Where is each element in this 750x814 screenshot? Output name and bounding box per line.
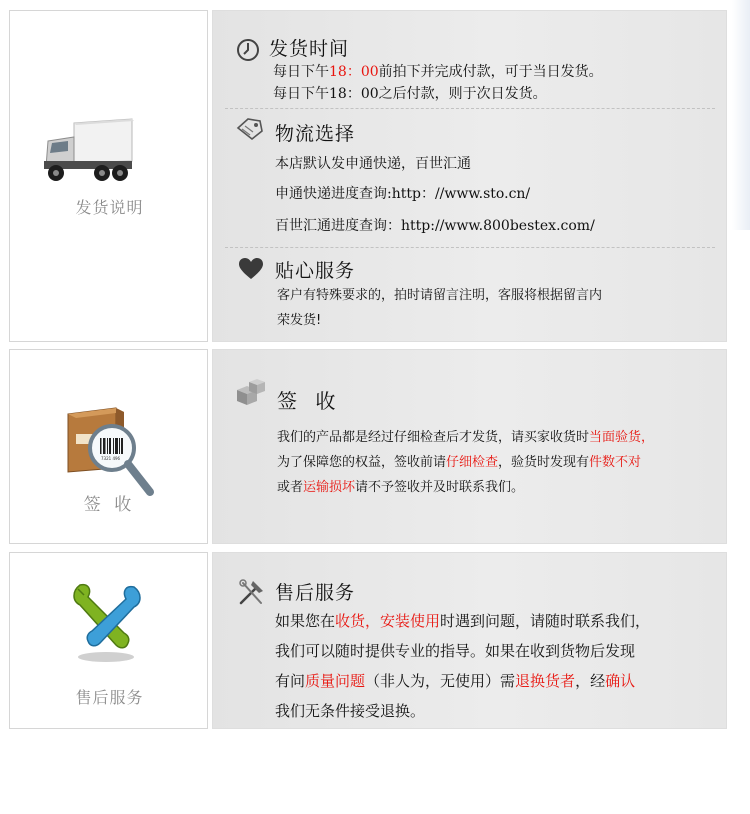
service-title: 贴心服务 [275, 260, 356, 282]
barcode-text: 7321 496 [101, 456, 121, 461]
aftersale-line3-c: ，经 [575, 672, 606, 690]
shipping-time-line1-a: 每日下午 [273, 64, 329, 80]
shipping-right-panel [212, 10, 727, 342]
aftersale-left-panel [9, 552, 208, 729]
aftersale-line3-b: （非人为，无使用）需 [365, 672, 516, 690]
aftersale-line3-red2: 退换货者 [515, 672, 576, 690]
tag-icon [235, 117, 265, 141]
receipt-line3 [277, 478, 524, 498]
package-magnifier-icon [64, 400, 164, 504]
aftersale-line3-red3: 确认 [605, 672, 636, 690]
truck-icon [40, 117, 140, 187]
boxes-icon [235, 378, 269, 406]
aftersale-line1-a: 如果您在 [275, 612, 336, 630]
edge-shadow [732, 0, 750, 230]
receipt-right-panel [212, 349, 727, 544]
shipping-time-line2: 每日下午18：00之后付款，则于次日发货。 [273, 86, 547, 102]
receipt-line3-a: 或者 [277, 480, 304, 495]
aftersale-section [9, 552, 727, 729]
receipt-left-panel [9, 349, 208, 544]
aftersale-line2: 我们可以随时提供专业的指导。如果在收到货物后发现 [275, 642, 636, 660]
heart-icon [237, 257, 265, 281]
shipping-time-title: 发货时间 [269, 38, 350, 60]
tools-icon [237, 577, 267, 607]
logistics-800best-link[interactable]: 百世汇通进度查询：http://www.800bestex.com/ [275, 218, 595, 234]
receipt-line2-red2: 件数不对 [589, 455, 642, 470]
shipping-time-line1-b: 前拍下并完成付款，可于当日发货。 [378, 64, 603, 80]
receipt-line3-b: 请不予签收并及时联系我们。 [355, 480, 525, 495]
wrench-tools-icon [62, 577, 152, 667]
receipt-line1-red: 当面验货， [589, 430, 655, 445]
service-line1: 客户有特殊要求的，拍时请留言注明，客服将根据留言内 [277, 288, 603, 303]
service-line2: 荣发货! [277, 313, 322, 328]
receipt-section [9, 349, 727, 544]
aftersale-line4: 我们无条件接受退换。 [275, 702, 426, 720]
divider [225, 108, 715, 109]
aftersale-line1-b: 时遇到问题，请随时联系我们， [440, 612, 651, 630]
shipping-cutoff-time: 18：00 [329, 64, 379, 80]
aftersale-left-label: 售后服务 [75, 688, 144, 707]
shipping-time-line1 [273, 62, 603, 82]
receipt-line2-b: ，验货时发现有 [498, 455, 590, 470]
shipping-left-label: 发货说明 [75, 198, 144, 217]
receipt-line3-red: 运输损坏 [303, 480, 356, 495]
logistics-sto-link[interactable]: 申通快递进度查询:http：//www.sto.cn/ [275, 186, 531, 202]
receipt-left-label: 签 收 [83, 495, 136, 515]
aftersale-line3 [275, 671, 635, 691]
aftersale-line1 [275, 611, 650, 631]
logistics-line1: 本店默认发申通快递，百世汇通 [275, 156, 471, 172]
clock-icon [235, 37, 261, 63]
shipping-section [9, 10, 727, 342]
aftersale-line3-a: 有问 [275, 672, 306, 690]
logistics-title: 物流选择 [275, 123, 356, 145]
aftersale-line3-red1: 质量问题 [305, 672, 366, 690]
shipping-left-panel [9, 10, 208, 342]
aftersale-title: 售后服务 [275, 582, 356, 604]
receipt-line1-a: 我们的产品都是经过仔细检查后才发货，请买家收货时 [277, 430, 590, 445]
aftersale-line1-red: 收货，安装使用 [335, 612, 441, 630]
divider [225, 247, 715, 248]
receipt-line2 [277, 453, 641, 473]
receipt-line1 [277, 428, 654, 448]
receipt-line2-red1: 仔细检查 [446, 455, 499, 470]
receipt-title: 签 收 [277, 389, 342, 413]
aftersale-right-panel [212, 552, 727, 729]
receipt-line2-a: 为了保障您的权益，签收前请 [277, 455, 447, 470]
